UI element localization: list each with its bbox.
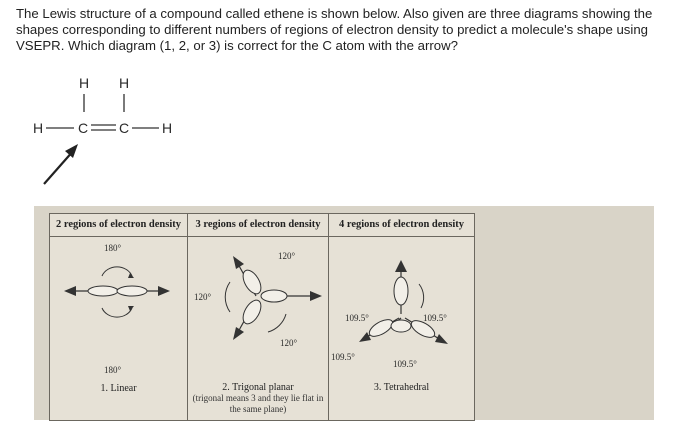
caption-trigonal-title: 2. Trigonal planar: [222, 382, 294, 393]
question-text: The Lewis structure of a compound called ethene is shown below. Also given are three diagrams showing the shapes corresponding to different numbers of regions of electron density to predict a molecule's shape using VSEPR. Which diagram (1, 2, or 3) is correct for the C atom with the arrow?: [16, 6, 653, 53]
tetra-angle-left-bottom: 109.5°: [331, 352, 355, 362]
header-4-regions: 4 regions of electron density: [329, 214, 474, 237]
caption-linear: 1. Linear: [100, 383, 137, 394]
arrow-icon: [44, 144, 78, 184]
trigonal-angle-left: 120°: [194, 292, 212, 302]
lewis-c-left: C: [78, 120, 89, 136]
caption-tetrahedral: 3. Tetrahedral: [373, 382, 430, 393]
lewis-h-top-right: H: [119, 75, 130, 91]
lewis-h-left: H: [33, 120, 44, 136]
trigonal-angle-top: 120°: [278, 251, 296, 261]
caption-trigonal-note: (trigonal means 3 and they lie flat in the same plane): [192, 393, 324, 414]
lewis-c-right: C: [119, 120, 130, 136]
lewis-h-right: H: [162, 120, 173, 136]
trigonal-angle-bottom: 120°: [280, 338, 298, 348]
linear-angle-bottom: 180°: [104, 365, 122, 375]
linear-angle-top: 180°: [104, 243, 122, 253]
caption-trigonal: [188, 382, 328, 415]
header-3-regions: 3 regions of electron density: [188, 214, 329, 237]
tetra-angle-right-bottom: 109.5°: [393, 359, 417, 369]
lewis-structure-ethene: [18, 70, 198, 200]
lewis-h-top-left: H: [79, 75, 90, 91]
tetra-angle-right-top: 109.5°: [423, 313, 447, 323]
tetra-angle-left-top: 109.5°: [345, 313, 369, 323]
vsepr-table: [49, 213, 475, 421]
header-2-regions: 2 regions of electron density: [50, 214, 188, 237]
